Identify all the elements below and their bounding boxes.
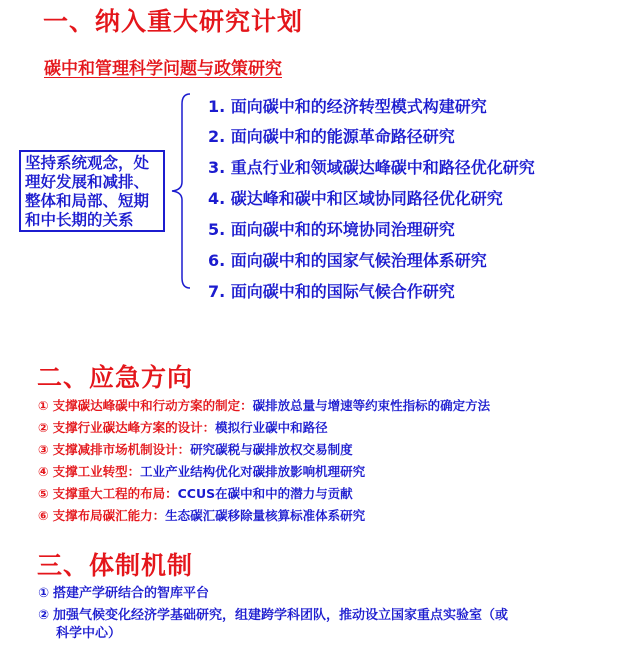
- item-label: 支撑重大工程的布局：: [52, 486, 178, 501]
- item-label: 支撑工业转型：: [52, 464, 141, 479]
- item-number: ⑤: [38, 486, 49, 501]
- item-text: 加强气候变化经济学基础研究，组建跨学科团队，推动设立国家重点实验室（或: [53, 608, 509, 623]
- mechanism-item-continued: [56, 622, 121, 641]
- item-text: CCUS在碳中和中的潜力与贡献: [177, 486, 353, 501]
- section1-title: 一、纳入重大研究计划: [43, 7, 304, 36]
- research-item: 3. 重点行业和领域碳达峰碳中和路径优化研究: [208, 158, 535, 177]
- principle-line: 和中长期的关系: [25, 211, 134, 229]
- item-number: ②: [38, 608, 50, 623]
- principle-box: [19, 150, 165, 232]
- research-item: 5. 面向碳中和的环境协同治理研究: [208, 220, 455, 239]
- emergency-item: [38, 440, 353, 458]
- principle-line: 理好发展和减排、: [25, 173, 150, 191]
- emergency-item: [38, 418, 328, 436]
- research-item: 6. 面向碳中和的国家气候治理体系研究: [208, 251, 487, 270]
- item-label: 支撑减排市场机制设计：: [52, 442, 191, 457]
- item-label: 支撑碳达峰碳中和行动方案的制定：: [52, 398, 253, 413]
- item-label: 支撑行业碳达峰方案的设计：: [52, 420, 216, 435]
- item-text: 模拟行业碳中和路径: [215, 420, 328, 435]
- section3-title: 三、体制机制: [37, 551, 194, 580]
- item-text: 工业产业结构优化对碳排放影响机理研究: [140, 464, 366, 479]
- section2-title: 二、应急方向: [37, 363, 194, 392]
- item-number: ③: [38, 442, 49, 457]
- item-number: ①: [38, 398, 49, 413]
- principle-line: 整体和局部、短期: [25, 192, 150, 210]
- principle-line: 坚持系统观念，处: [25, 154, 150, 172]
- item-text: 科学中心）: [56, 626, 122, 641]
- item-text: 研究碳税与碳排放权交易制度: [190, 442, 353, 457]
- section1-subheading: 碳中和管理科学问题与政策研究: [44, 59, 282, 79]
- item-text: 搭建产学研结合的智库平台: [53, 586, 210, 601]
- item-number: ②: [38, 420, 49, 435]
- emergency-item: [38, 506, 365, 524]
- research-item: 7. 面向碳中和的国际气候合作研究: [208, 282, 455, 301]
- mechanism-item: [38, 582, 209, 601]
- item-number: ⑥: [38, 508, 49, 523]
- item-number: ④: [38, 464, 49, 479]
- item-text: 生态碳汇碳移除量核算标准体系研究: [165, 508, 366, 523]
- research-item: 2. 面向碳中和的能源革命路径研究: [208, 127, 455, 146]
- item-number: ①: [38, 586, 50, 601]
- research-item: 4. 碳达峰和碳中和区域协同路径优化研究: [208, 189, 503, 208]
- item-text: 碳排放总量与增速等约束性指标的确定方法: [252, 398, 491, 413]
- curly-brace-icon: [160, 90, 200, 300]
- mechanism-item: [38, 604, 508, 623]
- emergency-item: [38, 396, 490, 414]
- emergency-item: [38, 484, 353, 502]
- research-item: 1. 面向碳中和的经济转型模式构建研究: [208, 97, 487, 116]
- emergency-item: [38, 462, 365, 480]
- item-label: 支撑布局碳汇能力：: [52, 508, 166, 523]
